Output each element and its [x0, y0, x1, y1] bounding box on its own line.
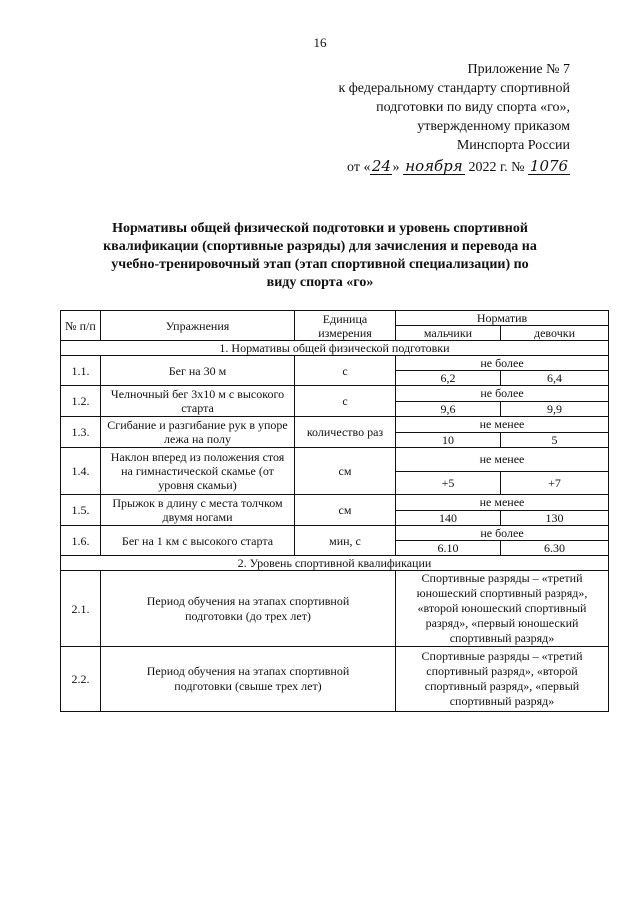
row-boys: 6.10 [396, 541, 501, 556]
header-boys: мальчики [396, 326, 501, 341]
row-unit: с [295, 356, 396, 386]
order-date-line [320, 158, 570, 177]
row-girls: 130 [501, 510, 609, 526]
header-unit: Единица измерения [295, 311, 396, 341]
row-num: 1.5. [61, 495, 101, 526]
row-girls: 6.30 [501, 541, 609, 556]
qual-ranks: Спортивные разряды – «третий юношеский спортивный разряд», «второй юношеский спортивный разряд», «первый юношеский спортивный разряд» [396, 571, 609, 647]
page-number: 16 [313, 35, 327, 50]
qualification-row [61, 571, 609, 647]
row-condition: не менее [396, 417, 609, 433]
row-unit: см [295, 495, 396, 526]
header-girls: девочки [501, 326, 609, 341]
row-exercise: Сгибание и разгибание рук в упоре лежа на полу [101, 417, 295, 448]
header-num: № п/п [61, 311, 101, 341]
row-condition: не более [396, 526, 609, 541]
date-mid: » [392, 160, 400, 175]
row-condition: не более [396, 356, 609, 371]
row-boys: 9,6 [396, 401, 501, 417]
row-unit: мин, с [295, 526, 396, 556]
table-row [61, 417, 609, 433]
document-title: Нормативы общей физической подготовки и уровень спортивной квалификации (спортивные разряды) для зачисления и перевода на учебно-тренировочный этап (этап спортивной специализации) по виду спорта «го» [103, 221, 537, 290]
date-prefix: от « [347, 160, 371, 175]
appendix-line: к федеральному стандарту спортивной [338, 81, 570, 96]
row-girls: +7 [501, 471, 609, 495]
appendix-line: утвержденному приказом [417, 119, 570, 134]
appendix-line: Минспорта России [456, 138, 570, 153]
row-unit: см [295, 448, 396, 495]
header-row [61, 311, 609, 326]
row-boys: 140 [396, 510, 501, 526]
table-row [61, 448, 609, 472]
row-condition: не менее [396, 495, 609, 511]
qual-num: 2.1. [61, 571, 101, 647]
table-row [61, 526, 609, 541]
row-boys: 6,2 [396, 371, 501, 386]
table-row [61, 495, 609, 511]
row-num: 1.6. [61, 526, 101, 556]
row-num: 1.3. [61, 417, 101, 448]
handwritten-order-number: 1076 [529, 157, 569, 175]
header-exercise: Упражнения [101, 311, 295, 341]
table-row [61, 386, 609, 402]
handwritten-day: 24 [371, 157, 392, 175]
row-unit: с [295, 386, 396, 417]
qual-num: 2.2. [61, 647, 101, 712]
row-boys: +5 [396, 471, 501, 495]
section-title: 1. Нормативы общей физической подготовки [61, 341, 609, 356]
norms-table [60, 310, 609, 712]
section-title: 2. Уровень спортивной квалификации [61, 556, 609, 571]
appendix-line: подготовки по виду спорта «го», [376, 100, 570, 115]
date-year: 2022 г. № [468, 160, 525, 175]
row-exercise: Бег на 30 м [101, 356, 295, 386]
row-condition: не более [396, 386, 609, 402]
row-boys: 10 [396, 432, 501, 448]
row-unit: количество раз [295, 417, 396, 448]
row-num: 1.1. [61, 356, 101, 386]
handwritten-month: ноября [403, 159, 465, 175]
row-exercise: Прыжок в длину с места толчком двумя ногами [101, 495, 295, 526]
row-girls: 9,9 [501, 401, 609, 417]
row-num: 1.2. [61, 386, 101, 417]
row-condition: не менее [396, 448, 609, 472]
row-exercise: Наклон вперед из положения стоя на гимнастической скамье (от уровня скамьи) [101, 448, 295, 495]
row-exercise: Челночный бег 3х10 м с высокого старта [101, 386, 295, 417]
row-exercise: Бег на 1 км с высокого старта [101, 526, 295, 556]
qualification-row [61, 647, 609, 712]
section-row [61, 556, 609, 571]
table-row [61, 356, 609, 371]
row-girls: 5 [501, 432, 609, 448]
row-num: 1.4. [61, 448, 101, 495]
qual-ranks: Спортивные разряды – «третий спортивный разряд», «второй спортивный разряд», «первый спортивный разряд» [396, 647, 609, 712]
appendix-block [320, 60, 570, 177]
row-girls: 6,4 [501, 371, 609, 386]
qual-period: Период обучения на этапах спортивной подготовки (свыше трех лет) [101, 647, 396, 712]
appendix-line: Приложение № 7 [467, 62, 570, 77]
header-norm: Норматив [396, 311, 609, 326]
section-row [61, 341, 609, 356]
qual-period: Период обучения на этапах спортивной подготовки (до трех лет) [101, 571, 396, 647]
